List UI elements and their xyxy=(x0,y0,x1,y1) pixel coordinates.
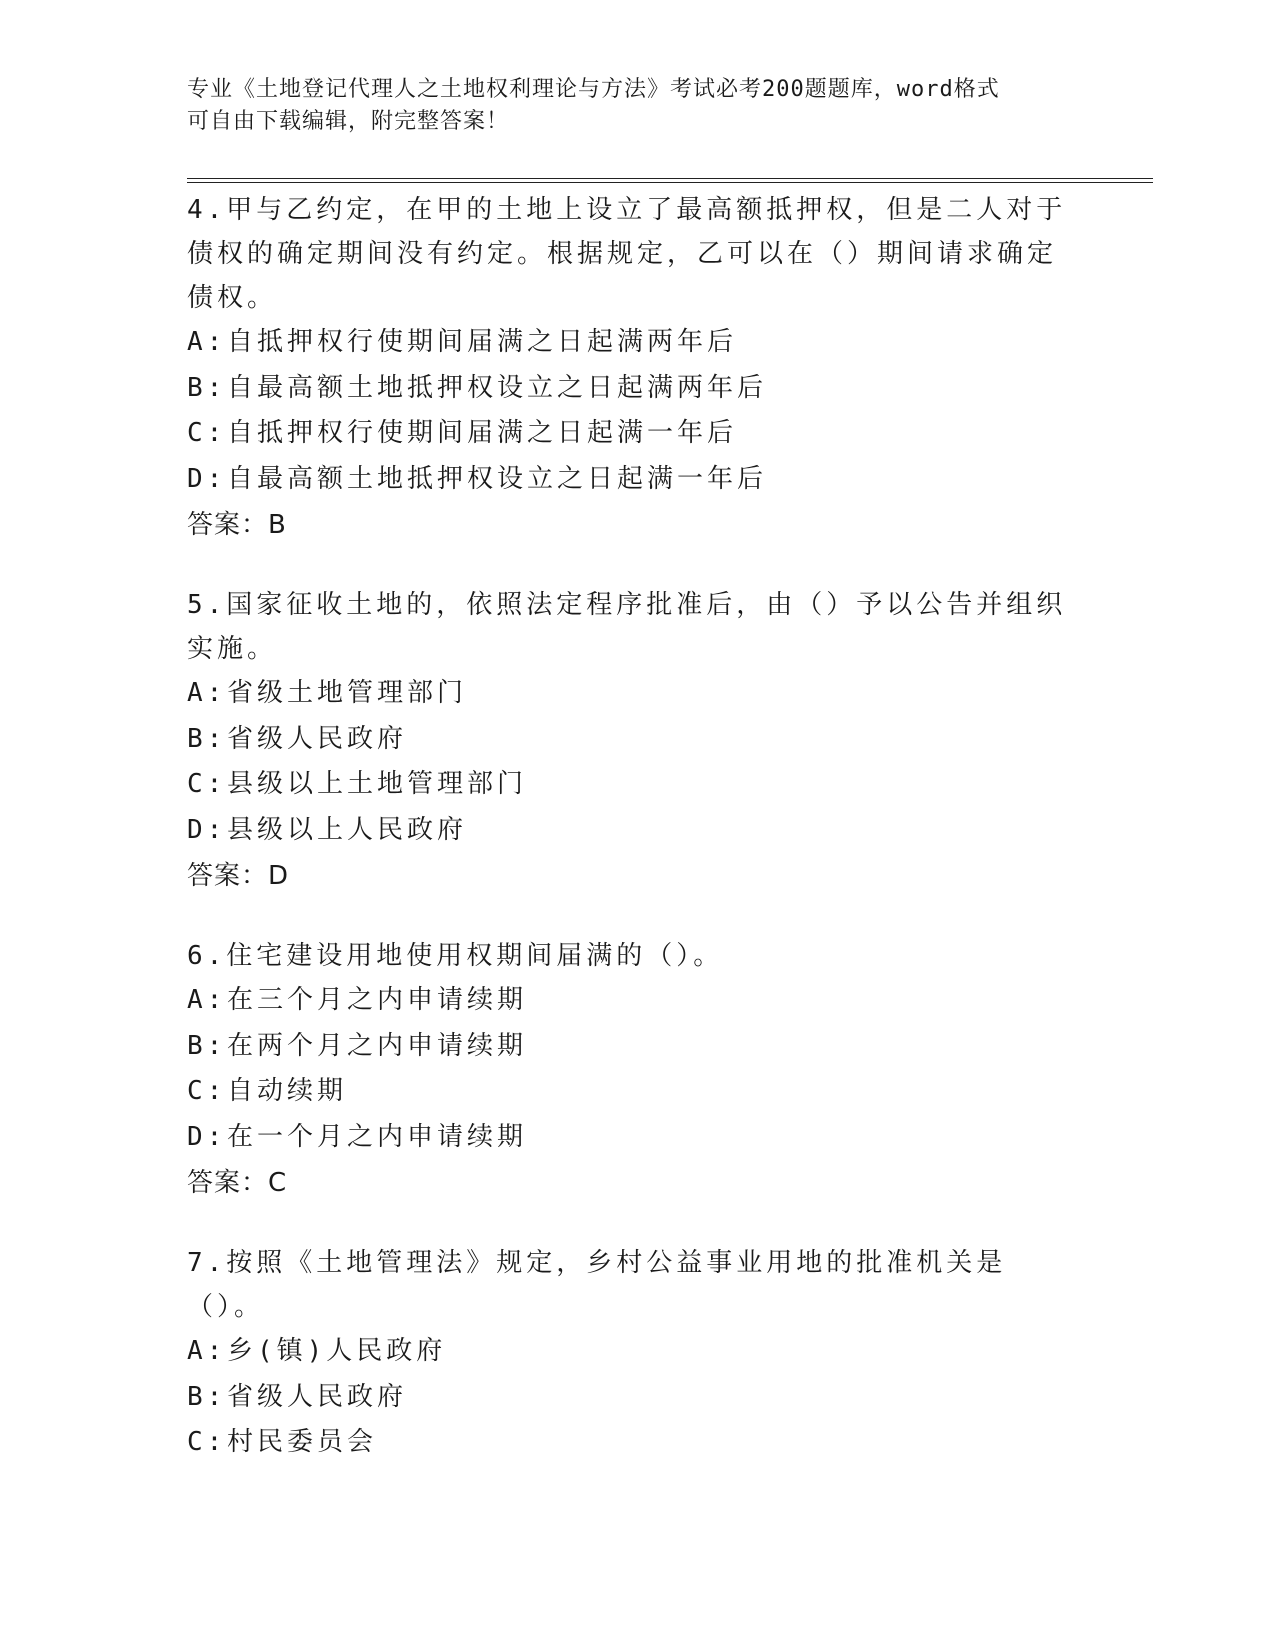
option-b xyxy=(187,366,1067,412)
document-header xyxy=(187,74,1067,138)
option-letter: C: xyxy=(187,418,227,448)
option-c xyxy=(187,1069,1067,1115)
option-letter: C: xyxy=(187,1076,227,1106)
option-text: 在三个月之内申请续期 xyxy=(227,985,528,1015)
option-letter: A: xyxy=(187,678,227,708)
option-letter: A: xyxy=(187,327,227,357)
option-letter: A: xyxy=(187,1336,227,1366)
option-letter: B: xyxy=(187,723,227,754)
option-letter: B: xyxy=(187,1381,227,1412)
option-b xyxy=(187,1024,1067,1070)
option-text: 省级土地管理部门 xyxy=(227,678,468,708)
option-letter: D: xyxy=(187,1121,227,1152)
option-text: 自最高额土地抵押权设立之日起满一年后 xyxy=(227,463,768,494)
option-text: 自抵押权行使期间届满之日起满一年后 xyxy=(227,418,738,448)
question-stem: 7.按照《土地管理法》规定，乡村公益事业用地的批准机关是（）。 xyxy=(187,1248,1007,1322)
option-text: 自动续期 xyxy=(227,1076,348,1106)
option-letter: D: xyxy=(187,814,227,845)
option-c xyxy=(187,1420,1067,1466)
option-c xyxy=(187,762,1067,808)
header-divider-top xyxy=(187,178,1153,179)
option-text: 县级以上土地管理部门 xyxy=(227,769,528,799)
option-text: 省级人民政府 xyxy=(227,723,408,754)
option-d xyxy=(187,457,1067,503)
option-text: 自最高额土地抵押权设立之日起满两年后 xyxy=(227,372,768,403)
question-stem: 5.国家征收土地的，依照法定程序批准后，由（）予以公告并组织实施。 xyxy=(187,590,1067,664)
option-a xyxy=(187,1329,1067,1375)
header-line-1: 专业《土地登记代理人之土地权利理论与方法》考试必考200题题库，word格式 xyxy=(187,77,1000,102)
option-letter: B: xyxy=(187,372,227,403)
option-d xyxy=(187,808,1067,854)
question-6 xyxy=(187,934,1067,1206)
question-list xyxy=(187,188,1067,1501)
option-text: 乡(镇)人民政府 xyxy=(227,1336,447,1366)
option-b xyxy=(187,717,1067,763)
option-a xyxy=(187,978,1067,1024)
question-stem: 4.甲与乙约定，在甲的土地上设立了最高额抵押权，但是二人对于债权的确定期间没有约定。根据规定，乙可以在（）期间请求确定债权。 xyxy=(187,195,1067,313)
option-letter: B: xyxy=(187,1030,227,1061)
header-line-2: 可自由下载编辑，附完整答案！ xyxy=(187,109,510,134)
option-text: 在两个月之内申请续期 xyxy=(227,1030,528,1061)
option-letter: C: xyxy=(187,1427,227,1457)
question-stem: 6.住宅建设用地使用权期间届满的（）。 xyxy=(187,941,724,971)
answer-line: 答案：D xyxy=(187,861,290,891)
option-c xyxy=(187,411,1067,457)
option-letter: C: xyxy=(187,769,227,799)
question-5 xyxy=(187,583,1067,899)
question-7 xyxy=(187,1241,1067,1466)
answer-line: 答案：C xyxy=(187,1168,288,1198)
option-text: 县级以上人民政府 xyxy=(227,814,468,845)
option-letter: A: xyxy=(187,985,227,1015)
option-d xyxy=(187,1115,1067,1161)
option-text: 省级人民政府 xyxy=(227,1381,408,1412)
question-4 xyxy=(187,188,1067,548)
option-text: 在一个月之内申请续期 xyxy=(227,1121,528,1152)
header-divider-bottom xyxy=(187,182,1153,183)
option-text: 自抵押权行使期间届满之日起满两年后 xyxy=(227,327,738,357)
answer-line: 答案：B xyxy=(187,510,287,540)
option-letter: D: xyxy=(187,463,227,494)
option-a xyxy=(187,671,1067,717)
option-text: 村民委员会 xyxy=(227,1427,378,1457)
option-b xyxy=(187,1375,1067,1421)
option-a xyxy=(187,320,1067,366)
